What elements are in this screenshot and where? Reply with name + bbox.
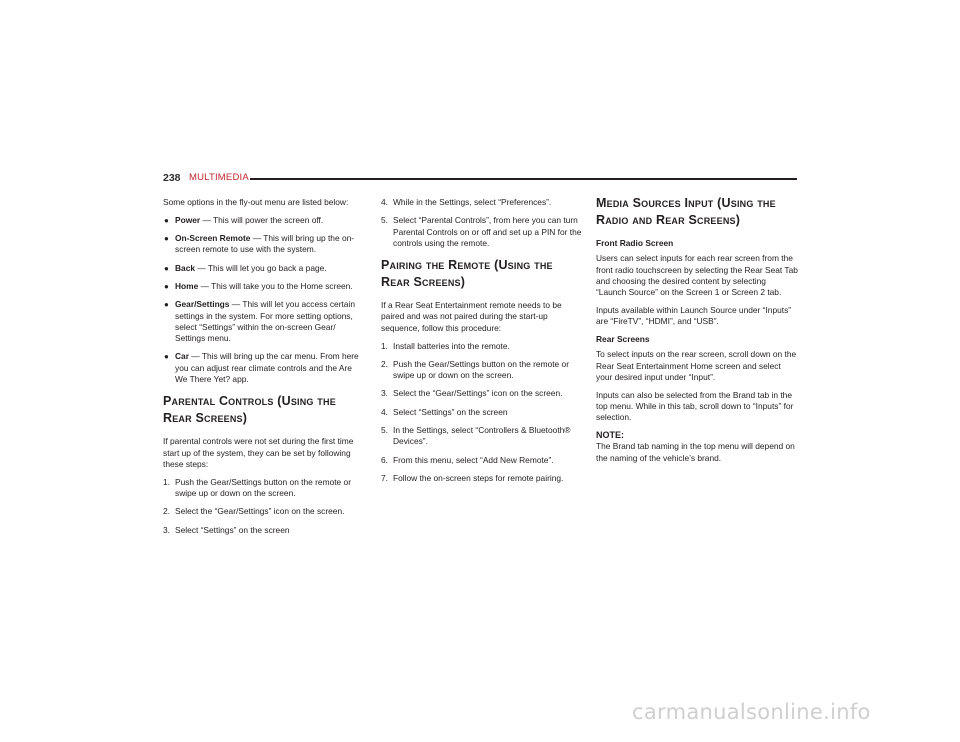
step-item <box>381 425 583 448</box>
bullet-term: Car <box>175 351 189 362</box>
bullet-icon: ● <box>164 281 169 291</box>
step-item <box>381 407 583 418</box>
step-number: 3. <box>163 524 170 535</box>
step-number: 2. <box>163 506 170 517</box>
step-number: 2. <box>381 358 388 369</box>
subheading-front-radio: Front Radio Screen <box>596 238 674 248</box>
bullet-text: — This will bring up the on-screen remote to use with the system. <box>175 233 355 255</box>
step-number: 7. <box>381 472 388 483</box>
step-text: Push the Gear/Settings button on the remote or swipe up or down on the screen. <box>393 358 569 381</box>
step-item <box>381 359 583 382</box>
step-number: 4. <box>381 197 388 207</box>
paragraph: Inputs available within Launch Source under “Inputs” are “FireTV”, “HDMI”, and “USB”. <box>596 304 792 327</box>
bullet-icon: ● <box>164 215 169 225</box>
step-number: 1. <box>163 476 170 487</box>
paragraph: Inputs can also be selected from the Brand tab in the top menu. While in this tab, scroll down to “Inputs” for selection. <box>596 389 794 423</box>
step-number: 5. <box>381 215 388 226</box>
note-label: NOTE: <box>596 430 624 441</box>
bullet-icon: ● <box>164 263 169 273</box>
column-2 <box>381 197 583 491</box>
bullet-term: Power <box>175 214 201 225</box>
note-text: The Brand tab naming in the top menu will depend on the naming of the vehicle’s brand. <box>596 441 795 463</box>
bullet-text: — This will bring up the car menu. From here you can adjust rear climate controls and the Are We There Yet? app. <box>175 351 359 385</box>
page-number: 238 <box>163 172 181 184</box>
column-3 <box>596 197 798 471</box>
step-text: Select “Parental Controls”, from here you can turn Parental Controls on or off and set up a PIN for the controls using the remote. <box>393 215 582 248</box>
step-item <box>381 215 583 249</box>
bullet-icon: ● <box>164 300 169 310</box>
paragraph: If a Rear Seat Entertainment remote needs to be paired and was not paired during the start-up sequence, follow this procedure: <box>381 300 562 333</box>
bullet-term: On-Screen Remote <box>175 233 251 244</box>
step-text: Select the “Gear/Settings” icon on the screen. <box>393 388 563 399</box>
step-item <box>381 341 583 352</box>
step-item <box>163 525 365 536</box>
step-text: Push the Gear/Settings button on the remote or swipe up or down on the screen. <box>175 476 351 499</box>
list-item <box>163 263 365 274</box>
bullet-text: — This will let you go back a page. <box>195 262 327 273</box>
paragraph: Users can select inputs for each rear screen from the front radio touchscreen by selecting the Rear Seat Tab and choosing the desired content by selecting “Launch Source” on the Screen 1 or Screen 2 tab. <box>596 253 798 298</box>
step-text: Select the “Gear/Settings” icon on the screen. <box>175 506 345 517</box>
list-item <box>163 215 365 226</box>
step-item <box>163 506 365 517</box>
heading-media-sources: Media Sources Input (Using the Radio and Rear Screens) <box>596 196 776 227</box>
watermark-text: carmanualsonline.info <box>632 700 871 724</box>
heading-pairing-remote: Pairing the Remote (Using the Rear Screens) <box>381 258 553 290</box>
bullet-icon: ● <box>164 352 169 362</box>
header-rule <box>250 178 797 180</box>
step-number: 1. <box>381 340 388 351</box>
bullet-term: Home <box>175 280 199 291</box>
step-number: 4. <box>381 406 388 417</box>
column-1 <box>163 197 365 543</box>
heading-parental-controls: Parental Controls (Using the Rear Screens) <box>163 394 336 426</box>
intro-text: Some options in the fly-out menu are listed below: <box>163 197 349 207</box>
step-text: Select “Settings” on the screen <box>175 524 290 535</box>
step-text: From this menu, select “Add New Remote”. <box>393 454 554 465</box>
paragraph: To select inputs on the rear screen, scroll down on the Rear Seat Entertainment Home screen and select your desired input under “Input”. <box>596 349 797 382</box>
bullet-text: — This will let you access certain settings in the system. For more setting options, select “Settings” within the on-screen Gear/ Settings menu. <box>175 299 355 344</box>
section-title: MULTIMEDIA <box>189 172 249 183</box>
step-text: Select “Settings” on the screen <box>393 406 508 417</box>
step-number: 5. <box>381 425 388 436</box>
step-item <box>163 477 365 500</box>
subheading-rear-screens: Rear Screens <box>596 334 650 345</box>
bullet-icon: ● <box>164 234 169 244</box>
bullet-term: Back <box>175 262 196 273</box>
page-header <box>163 172 797 186</box>
list-item <box>163 233 365 256</box>
step-text: In the Settings, select “Controllers & Bluetooth® Devices”. <box>393 425 571 447</box>
step-number: 3. <box>381 388 388 399</box>
step-text: Follow the on-screen steps for remote pairing. <box>393 472 564 483</box>
bullet-term: Gear/Settings <box>175 299 230 310</box>
step-item <box>381 388 583 399</box>
step-item <box>381 473 583 484</box>
bullet-text: — This will take you to the Home screen. <box>198 280 353 291</box>
list-item <box>163 351 365 385</box>
step-text: Install batteries into the remote. <box>393 340 510 351</box>
paragraph: If parental controls were not set during the first time start up of the system, they can be set by following these steps: <box>163 436 354 469</box>
step-text: While in the Settings, select “Preferences”. <box>393 197 552 207</box>
list-item <box>163 299 365 344</box>
step-number: 6. <box>381 454 388 465</box>
bullet-text: — This will power the screen off. <box>200 214 324 225</box>
list-item <box>163 281 365 292</box>
step-item <box>381 455 583 466</box>
step-item <box>381 197 583 208</box>
